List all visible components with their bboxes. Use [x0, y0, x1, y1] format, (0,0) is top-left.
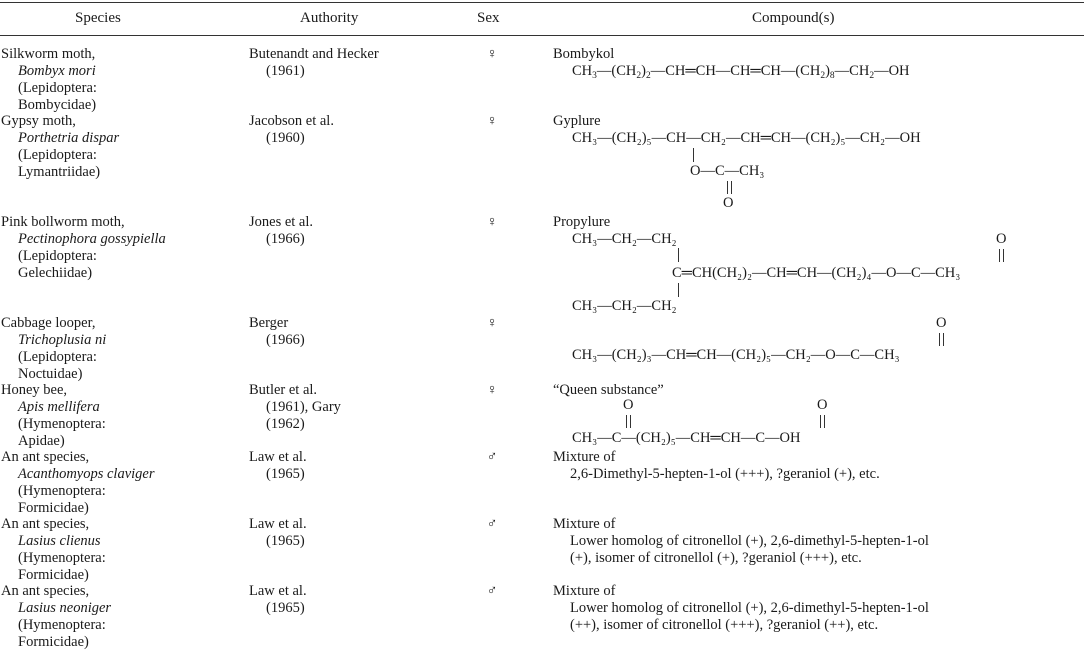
- compound-name: “Queen substance”: [553, 382, 664, 398]
- gyplure-acetate: O—C—CH₃: [690, 163, 765, 179]
- species-family: Apidae): [18, 433, 65, 449]
- species-latin: Lasius clienus: [18, 533, 101, 549]
- species-common: An ant species,: [1, 583, 90, 599]
- sex-symbol: ♀: [486, 315, 498, 331]
- authority-year-2: (1962): [266, 416, 305, 432]
- cabbage-formula: CH₃—(CH₂)₃—CH═CH—(CH₂)₅—CH₂—O—C—CH₃: [572, 347, 900, 363]
- species-family: Bombycidae): [18, 97, 97, 113]
- sex-symbol: ♀: [486, 46, 498, 62]
- sex-symbol: ♂: [486, 516, 498, 532]
- queen-double-bond-1: [626, 415, 631, 428]
- authority: Jacobson et al.: [249, 113, 334, 129]
- queen-carbonyl-o2: O: [817, 397, 828, 413]
- compound-name: Mixture of: [553, 449, 616, 465]
- species-common: Honey bee,: [1, 382, 68, 398]
- gyplure-double-bond: [727, 181, 732, 194]
- propylure-bond-down: [678, 283, 679, 297]
- header-compounds: Compound(s): [752, 10, 835, 26]
- propylure-carbonyl-o: O: [996, 231, 1007, 247]
- propylure-lower-chain: CH₃—CH₂—CH₂: [572, 298, 677, 314]
- sex-symbol: ♀: [486, 113, 498, 129]
- species-order: (Lepidoptera:: [18, 349, 97, 365]
- species-latin: Bombyx mori: [18, 63, 96, 79]
- authority-year: (1965): [266, 533, 305, 549]
- species-order: (Lepidoptera:: [18, 80, 97, 96]
- compound-formula: $CH_3—(CH_2)_2—CH═CH—CH═CH—(CH_2)_8—CH_2—OH$: [572, 63, 910, 81]
- sex-symbol: ♂: [486, 449, 498, 465]
- species-order: (Lepidoptera:: [18, 147, 97, 163]
- species-family: Formicidae): [18, 567, 89, 583]
- authority-year: (1965): [266, 600, 305, 616]
- species-family: Formicidae): [18, 634, 89, 650]
- top-rule: [0, 2, 1084, 3]
- compound-line: Lower homolog of citronellol (+), 2,6-dimethyl-5-hepten-1-ol: [570, 600, 929, 616]
- cabbage-carbonyl-o: O: [936, 315, 947, 331]
- gyplure-carbonyl-o: O: [723, 195, 734, 211]
- species-common: An ant species,: [1, 449, 90, 465]
- species-common: Pink bollworm moth,: [1, 214, 125, 230]
- species-latin: Acanthomyops claviger: [18, 466, 155, 482]
- propylure-double-bond: [999, 249, 1004, 262]
- header-species: Species: [75, 10, 121, 26]
- species-latin: Lasius neoniger: [18, 600, 112, 616]
- propylure-bond-up: [678, 248, 679, 262]
- compound-line: 2,6-Dimethyl-5-hepten-1-ol (+++), ?geraniol (+), etc.: [570, 466, 880, 482]
- authority-year: (1961): [266, 63, 305, 79]
- sex-symbol: ♀: [486, 214, 498, 230]
- species-family: Formicidae): [18, 500, 89, 516]
- species-order: (Hymenoptera:: [18, 416, 106, 432]
- queen-double-bond-2: [820, 415, 825, 428]
- compound-name: Gyplure: [553, 113, 601, 129]
- cabbage-double-bond: [939, 333, 944, 346]
- authority-year: (1966): [266, 231, 305, 247]
- header-sex: Sex: [477, 10, 500, 26]
- authority-year: (1965): [266, 466, 305, 482]
- species-family: Gelechiidae): [18, 265, 93, 281]
- compound-name: Mixture of: [553, 516, 616, 532]
- species-latin: Trichoplusia ni: [18, 332, 107, 348]
- species-latin: Porthetria dispar: [18, 130, 120, 146]
- authority: Berger: [249, 315, 289, 331]
- gyplure-main-chain: CH₃—(CH₂)₅—CH—CH₂—CH═CH—(CH₂)₅—CH₂—OH: [572, 130, 921, 146]
- species-order: (Hymenoptera:: [18, 483, 106, 499]
- authority: Butenandt and Hecker: [249, 46, 379, 62]
- species-latin: Pectinophora gossypiella: [18, 231, 166, 247]
- authority-year: (1966): [266, 332, 305, 348]
- queen-formula: CH₃—C—(CH₂)₅—CH═CH—C—OH: [572, 430, 801, 446]
- species-order: (Lepidoptera:: [18, 248, 97, 264]
- compound-name: Propylure: [553, 214, 611, 230]
- propylure-upper-chain: CH₃—CH₂—CH₂: [572, 231, 677, 247]
- gyplure-branch-bond: [693, 148, 694, 162]
- compound-line: Lower homolog of citronellol (+), 2,6-dimethyl-5-hepten-1-ol: [570, 533, 929, 549]
- compound-line: (++), isomer of citronellol (+++), ?geraniol (++), etc.: [570, 617, 879, 633]
- compound-name: Mixture of: [553, 583, 616, 599]
- species-latin: Apis mellifera: [18, 399, 100, 415]
- species-family: Noctuidae): [18, 366, 83, 382]
- header-authority: Authority: [300, 10, 359, 26]
- authority: Law et al.: [249, 449, 307, 465]
- authority: Jones et al.: [249, 214, 314, 230]
- species-common: Silkworm moth,: [1, 46, 96, 62]
- authority: Law et al.: [249, 516, 307, 532]
- authority-year: (1960): [266, 130, 305, 146]
- species-order: (Hymenoptera:: [18, 550, 106, 566]
- species-common: An ant species,: [1, 516, 90, 532]
- compound-line: (+), isomer of citronellol (+), ?geraniol (+++), etc.: [570, 550, 862, 566]
- header-rule: [0, 35, 1084, 36]
- species-family: Lymantriidae): [18, 164, 101, 180]
- species-order: (Hymenoptera:: [18, 617, 106, 633]
- species-common: Gypsy moth,: [1, 113, 76, 129]
- authority: Butler et al.: [249, 382, 318, 398]
- sex-symbol: ♀: [486, 382, 498, 398]
- sex-symbol: ♂: [486, 583, 498, 599]
- queen-carbonyl-o1: O: [623, 397, 634, 413]
- compound-name: Bombykol: [553, 46, 615, 62]
- authority-year: (1961), Gary: [266, 399, 341, 415]
- authority: Law et al.: [249, 583, 307, 599]
- propylure-main-chain: C═CH(CH₂)₂—CH═CH—(CH₂)₄—O—C—CH₃: [672, 265, 961, 281]
- species-common: Cabbage looper,: [1, 315, 96, 331]
